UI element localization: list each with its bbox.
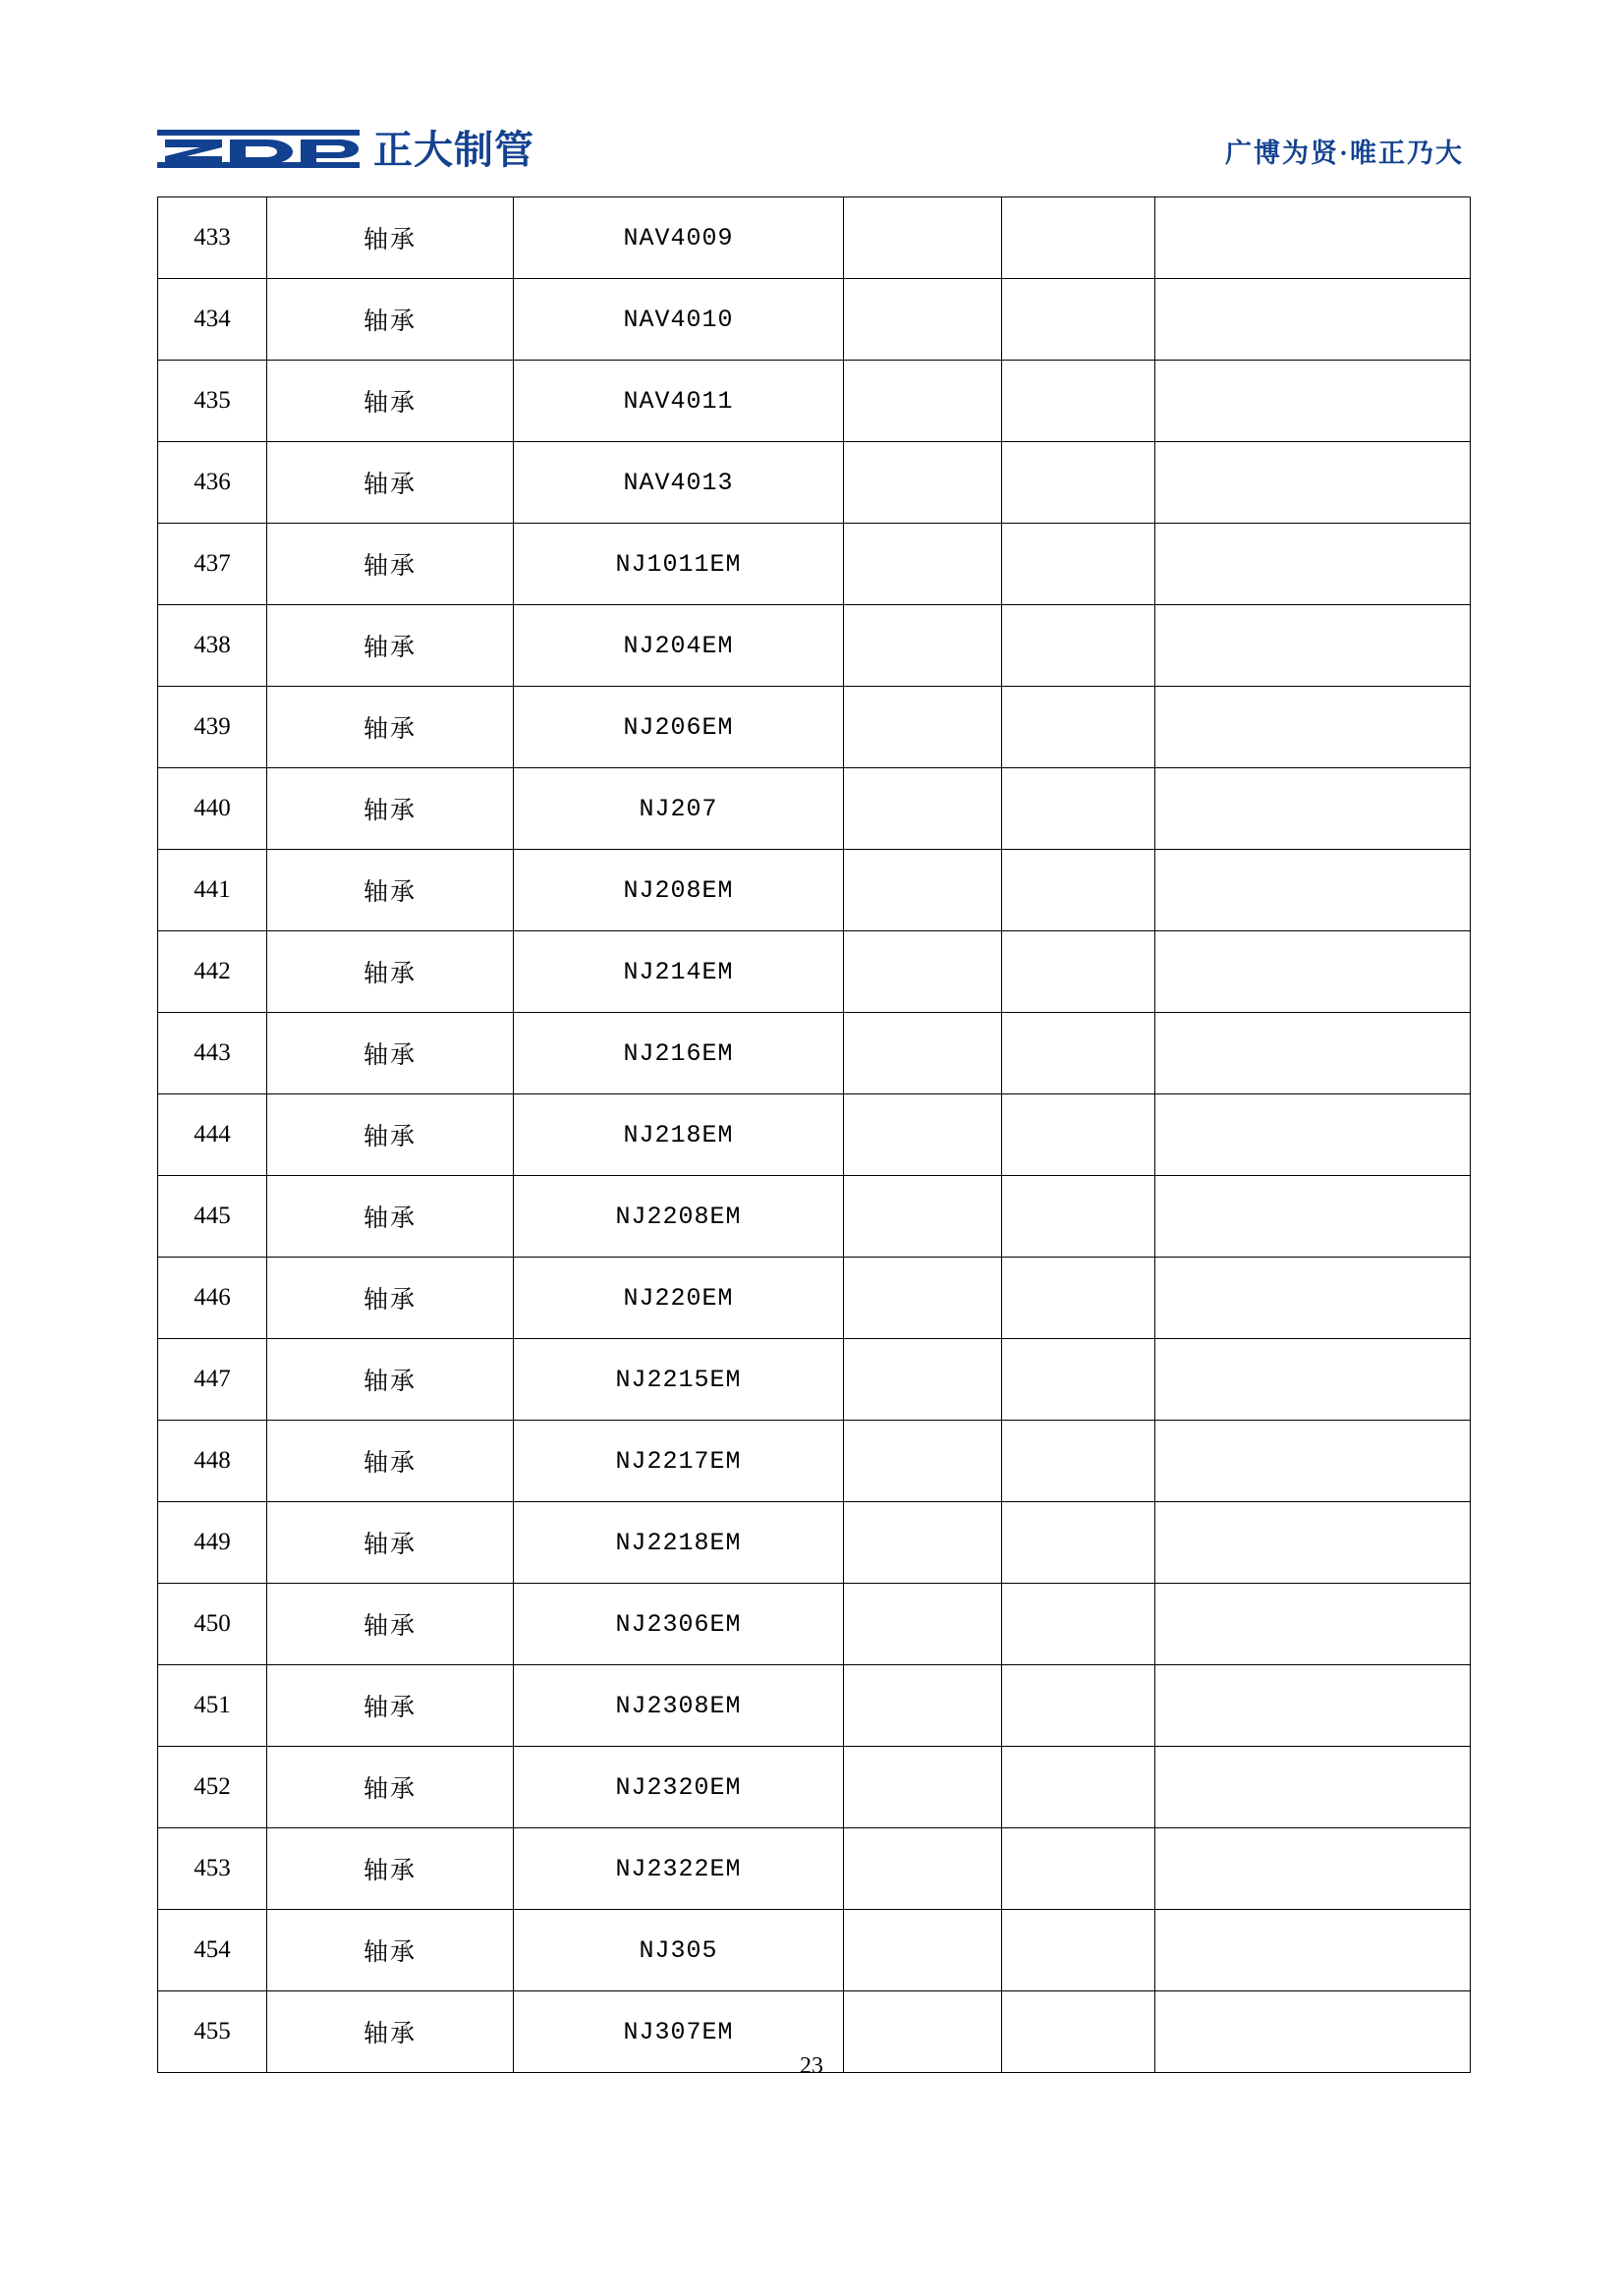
cell-model: NJ2320EM [514, 1747, 844, 1828]
cell-blank-3 [1155, 442, 1471, 524]
cell-index: 441 [158, 850, 267, 931]
cell-index: 455 [158, 1991, 267, 2073]
cell-blank-2 [1002, 1665, 1155, 1747]
cell-index: 437 [158, 524, 267, 605]
zdp-logo-icon [157, 124, 364, 178]
cell-blank-3 [1155, 768, 1471, 850]
cell-model: NJ220EM [514, 1258, 844, 1339]
cell-blank-1 [844, 768, 1002, 850]
cell-index: 445 [158, 1176, 267, 1258]
cell-blank-2 [1002, 279, 1155, 361]
cell-blank-3 [1155, 931, 1471, 1013]
cell-index: 451 [158, 1665, 267, 1747]
table-row [158, 1828, 1471, 1910]
table-row [158, 605, 1471, 687]
cell-name: 轴承 [267, 931, 514, 1013]
cell-blank-3 [1155, 1502, 1471, 1584]
cell-blank-2 [1002, 1013, 1155, 1094]
cell-name: 轴承 [267, 605, 514, 687]
cell-blank-3 [1155, 1013, 1471, 1094]
cell-model: NJ204EM [514, 605, 844, 687]
cell-blank-1 [844, 850, 1002, 931]
cell-blank-2 [1002, 442, 1155, 524]
cell-blank-3 [1155, 1584, 1471, 1665]
cell-index: 447 [158, 1339, 267, 1421]
cell-name: 轴承 [267, 442, 514, 524]
cell-name: 轴承 [267, 1584, 514, 1665]
cell-blank-2 [1002, 850, 1155, 931]
cell-index: 436 [158, 442, 267, 524]
cell-index: 435 [158, 361, 267, 442]
cell-blank-2 [1002, 1094, 1155, 1176]
cell-blank-1 [844, 1665, 1002, 1747]
cell-index: 440 [158, 768, 267, 850]
cell-blank-3 [1155, 361, 1471, 442]
cell-index: 433 [158, 197, 267, 279]
cell-blank-1 [844, 1176, 1002, 1258]
cell-index: 439 [158, 687, 267, 768]
cell-blank-3 [1155, 1665, 1471, 1747]
cell-blank-3 [1155, 1421, 1471, 1502]
cell-blank-2 [1002, 605, 1155, 687]
cell-blank-1 [844, 1828, 1002, 1910]
cell-model: NJ2218EM [514, 1502, 844, 1584]
cell-blank-1 [844, 1502, 1002, 1584]
cell-blank-3 [1155, 1910, 1471, 1991]
cell-blank-3 [1155, 605, 1471, 687]
cell-blank-2 [1002, 361, 1155, 442]
cell-model: NAV4009 [514, 197, 844, 279]
cell-name: 轴承 [267, 361, 514, 442]
cell-name: 轴承 [267, 1747, 514, 1828]
table-row [158, 442, 1471, 524]
cell-name: 轴承 [267, 1339, 514, 1421]
cell-blank-2 [1002, 1828, 1155, 1910]
cell-blank-2 [1002, 1910, 1155, 1991]
cell-blank-3 [1155, 524, 1471, 605]
cell-blank-1 [844, 1421, 1002, 1502]
cell-name: 轴承 [267, 1502, 514, 1584]
cell-blank-2 [1002, 524, 1155, 605]
cell-model: NJ214EM [514, 931, 844, 1013]
cell-blank-1 [844, 1258, 1002, 1339]
cell-blank-2 [1002, 1339, 1155, 1421]
cell-blank-1 [844, 524, 1002, 605]
table-row [158, 768, 1471, 850]
cell-blank-2 [1002, 1584, 1155, 1665]
table-row [158, 279, 1471, 361]
cell-blank-1 [844, 687, 1002, 768]
cell-name: 轴承 [267, 1991, 514, 2073]
cell-index: 449 [158, 1502, 267, 1584]
cell-blank-1 [844, 931, 1002, 1013]
cell-model: NJ2217EM [514, 1421, 844, 1502]
cell-blank-2 [1002, 197, 1155, 279]
cell-index: 444 [158, 1094, 267, 1176]
table-row [158, 1421, 1471, 1502]
table-row [158, 524, 1471, 605]
cell-blank-3 [1155, 1258, 1471, 1339]
cell-blank-3 [1155, 1176, 1471, 1258]
cell-model: NAV4013 [514, 442, 844, 524]
cell-index: 446 [158, 1258, 267, 1339]
table-body [158, 197, 1471, 2073]
table-row [158, 1339, 1471, 1421]
cell-model: NJ218EM [514, 1094, 844, 1176]
cell-blank-1 [844, 1013, 1002, 1094]
cell-model: NJ2208EM [514, 1176, 844, 1258]
table-row [158, 687, 1471, 768]
cell-name: 轴承 [267, 768, 514, 850]
cell-name: 轴承 [267, 1910, 514, 1991]
cell-model: NAV4010 [514, 279, 844, 361]
table-row [158, 1584, 1471, 1665]
cell-blank-1 [844, 197, 1002, 279]
cell-blank-2 [1002, 687, 1155, 768]
cell-name: 轴承 [267, 1176, 514, 1258]
table-row [158, 1665, 1471, 1747]
company-slogan: 广博为贤·唯正乃大 [1224, 138, 1464, 168]
cell-blank-3 [1155, 279, 1471, 361]
cell-index: 448 [158, 1421, 267, 1502]
cell-name: 轴承 [267, 1421, 514, 1502]
cell-model: NJ2308EM [514, 1665, 844, 1747]
cell-index: 434 [158, 279, 267, 361]
table-row [158, 931, 1471, 1013]
cell-model: NJ305 [514, 1910, 844, 1991]
cell-model: NJ2322EM [514, 1828, 844, 1910]
cell-blank-3 [1155, 1828, 1471, 1910]
cell-blank-2 [1002, 1421, 1155, 1502]
cell-model: NAV4011 [514, 361, 844, 442]
cell-blank-3 [1155, 1747, 1471, 1828]
table-row [158, 361, 1471, 442]
table-row [158, 197, 1471, 279]
cell-blank-1 [844, 1747, 1002, 1828]
cell-index: 443 [158, 1013, 267, 1094]
cell-blank-2 [1002, 768, 1155, 850]
cell-name: 轴承 [267, 1828, 514, 1910]
cell-blank-2 [1002, 1502, 1155, 1584]
cell-blank-1 [844, 361, 1002, 442]
table-row [158, 1176, 1471, 1258]
cell-name: 轴承 [267, 1094, 514, 1176]
company-name: 正大制管 [373, 129, 534, 172]
cell-index: 450 [158, 1584, 267, 1665]
cell-index: 438 [158, 605, 267, 687]
cell-blank-2 [1002, 1176, 1155, 1258]
cell-model: NJ206EM [514, 687, 844, 768]
cell-blank-3 [1155, 687, 1471, 768]
cell-name: 轴承 [267, 687, 514, 768]
cell-model: NJ1011EM [514, 524, 844, 605]
cell-name: 轴承 [267, 197, 514, 279]
cell-name: 轴承 [267, 1665, 514, 1747]
cell-index: 454 [158, 1910, 267, 1991]
cell-name: 轴承 [267, 1013, 514, 1094]
cell-index: 452 [158, 1747, 267, 1828]
parts-table [157, 196, 1471, 2073]
company-logo [157, 124, 534, 178]
cell-blank-2 [1002, 1747, 1155, 1828]
cell-blank-3 [1155, 1339, 1471, 1421]
table-row [158, 1747, 1471, 1828]
page-number: 23 [800, 2053, 823, 2079]
cell-blank-3 [1155, 1094, 1471, 1176]
cell-model: NJ216EM [514, 1013, 844, 1094]
cell-model: NJ2306EM [514, 1584, 844, 1665]
page-header [157, 116, 1464, 185]
cell-blank-1 [844, 1910, 1002, 1991]
cell-blank-1 [844, 1584, 1002, 1665]
table-row [158, 1013, 1471, 1094]
cell-model: NJ208EM [514, 850, 844, 931]
cell-index: 442 [158, 931, 267, 1013]
cell-blank-1 [844, 605, 1002, 687]
table-row [158, 1910, 1471, 1991]
cell-name: 轴承 [267, 524, 514, 605]
table-row [158, 850, 1471, 931]
cell-blank-2 [1002, 1258, 1155, 1339]
table-row [158, 1502, 1471, 1584]
cell-model: NJ307EM [514, 1991, 844, 2073]
table-row [158, 1094, 1471, 1176]
cell-name: 轴承 [267, 279, 514, 361]
cell-blank-1 [844, 279, 1002, 361]
cell-blank-1 [844, 1094, 1002, 1176]
cell-blank-1 [844, 442, 1002, 524]
table-row [158, 1258, 1471, 1339]
cell-model: NJ2215EM [514, 1339, 844, 1421]
cell-blank-3 [1155, 197, 1471, 279]
cell-name: 轴承 [267, 1258, 514, 1339]
cell-blank-3 [1155, 850, 1471, 931]
cell-blank-2 [1002, 931, 1155, 1013]
cell-index: 453 [158, 1828, 267, 1910]
cell-blank-1 [844, 1339, 1002, 1421]
cell-model: NJ207 [514, 768, 844, 850]
cell-name: 轴承 [267, 850, 514, 931]
